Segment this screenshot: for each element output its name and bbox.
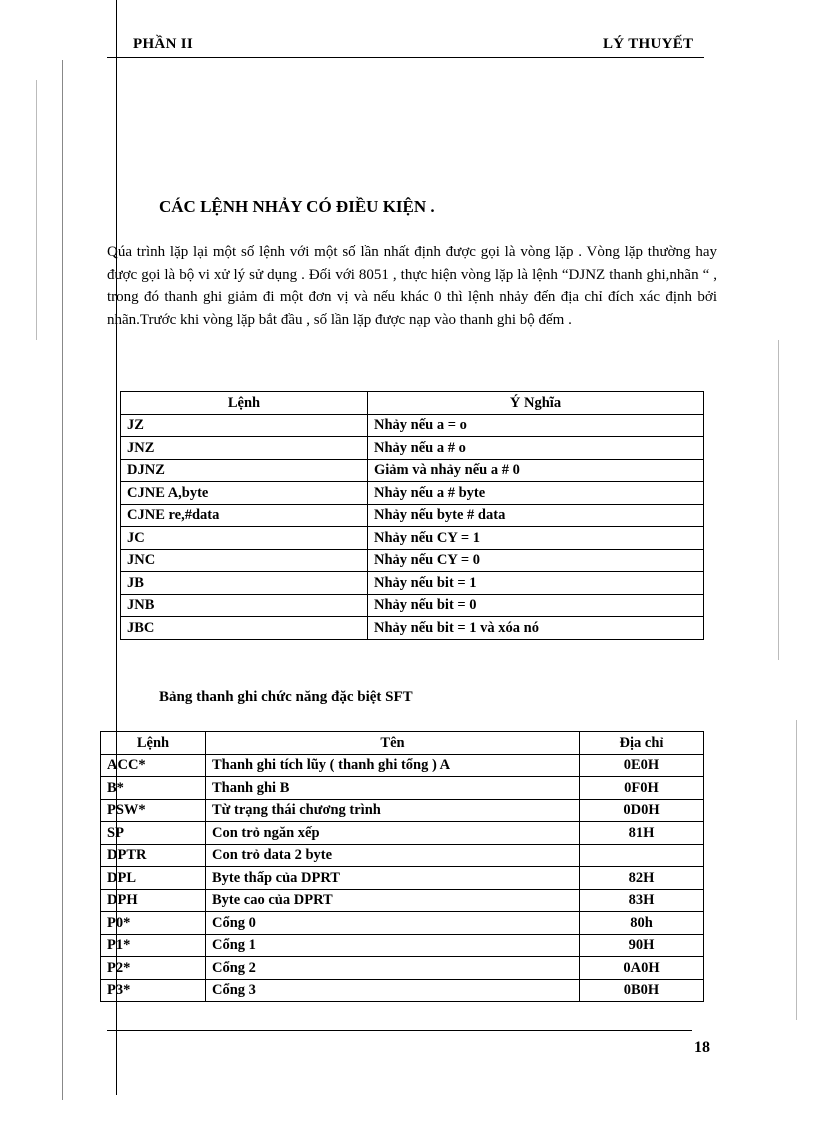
right-scan-mark-2: [796, 720, 797, 1020]
table-row: [121, 572, 704, 595]
table-row: [101, 889, 704, 912]
table-row: [101, 912, 704, 935]
table-row: [121, 594, 704, 617]
table-cell: P2*: [101, 957, 206, 980]
table-header-row: [121, 392, 704, 415]
table-cell: SP: [101, 822, 206, 845]
table-row: [101, 934, 704, 957]
table-cell: Cổng 0: [206, 912, 580, 935]
table-cell: JBC: [121, 617, 368, 640]
table-cell: JZ: [121, 414, 368, 437]
table-cell: JNZ: [121, 437, 368, 460]
table-row: [101, 957, 704, 980]
table-cell: CJNE re,#data: [121, 504, 368, 527]
table-cell: 0E0H: [580, 754, 704, 777]
table-cell: Nhảy nếu CY = 1: [368, 527, 704, 550]
table-cell: Byte cao của DPRT: [206, 889, 580, 912]
header-chapter: LÝ THUYẾT: [603, 36, 694, 52]
table-cell: 83H: [580, 889, 704, 912]
table-cell: [580, 844, 704, 867]
table-cell: Nhảy nếu byte # data: [368, 504, 704, 527]
left-scan-mark: [36, 80, 37, 340]
table-cell: ACC*: [101, 754, 206, 777]
table-cell: 81H: [580, 822, 704, 845]
table-cell: B*: [101, 777, 206, 800]
column-header: Tên: [206, 732, 580, 755]
table-cell: Từ trạng thái chương trình: [206, 799, 580, 822]
table-cell: 0B0H: [580, 979, 704, 1002]
table-row: [121, 414, 704, 437]
table-cell: Nhảy nếu bit = 1 và xóa nó: [368, 617, 704, 640]
table-cell: Con trỏ data 2 byte: [206, 844, 580, 867]
table-cell: Nhảy nếu CY = 0: [368, 549, 704, 572]
table-cell: Thanh ghi B: [206, 777, 580, 800]
column-header: Ý Nghĩa: [368, 392, 704, 415]
table-cell: 90H: [580, 934, 704, 957]
column-header: Lệnh: [121, 392, 368, 415]
table-row: [121, 504, 704, 527]
table-cell: Nhảy nếu a # byte: [368, 482, 704, 505]
column-header: Địa chỉ: [580, 732, 704, 755]
table-cell: Cổng 2: [206, 957, 580, 980]
table-cell: Nhảy nếu a # o: [368, 437, 704, 460]
table-row: [121, 617, 704, 640]
table-cell: Nhảy nếu a = o: [368, 414, 704, 437]
table-cell: DJNZ: [121, 459, 368, 482]
left-edge-line: [62, 60, 63, 1100]
table-cell: DPH: [101, 889, 206, 912]
table-cell: 80h: [580, 912, 704, 935]
table-row: [121, 459, 704, 482]
table-cell: Cổng 3: [206, 979, 580, 1002]
table-row: [101, 867, 704, 890]
table-cell: DPTR: [101, 844, 206, 867]
table-cell: 0F0H: [580, 777, 704, 800]
table-cell: JB: [121, 572, 368, 595]
table-cell: PSW*: [101, 799, 206, 822]
table-cell: 82H: [580, 867, 704, 890]
table-cell: Byte thấp của DPRT: [206, 867, 580, 890]
table-header-row: [101, 732, 704, 755]
table-cell: JNC: [121, 549, 368, 572]
table-cell: P1*: [101, 934, 206, 957]
table-cell: Giảm và nhảy nếu a # 0: [368, 459, 704, 482]
table-row: [121, 549, 704, 572]
table-cell: P0*: [101, 912, 206, 935]
sfr-table: [100, 731, 704, 1002]
table-cell: P3*: [101, 979, 206, 1002]
table-row: [101, 799, 704, 822]
table-row: [101, 979, 704, 1002]
table-row: [121, 437, 704, 460]
table-cell: JC: [121, 527, 368, 550]
jump-instruction-table: [120, 391, 704, 640]
table-cell: 0D0H: [580, 799, 704, 822]
table-row: [121, 482, 704, 505]
table-cell: Cổng 1: [206, 934, 580, 957]
header-section: PHẦN II: [133, 36, 194, 52]
header-rule: [107, 57, 704, 58]
table-cell: 0A0H: [580, 957, 704, 980]
table-cell: Nhảy nếu bit = 1: [368, 572, 704, 595]
column-header: Lệnh: [101, 732, 206, 755]
table-row: [101, 822, 704, 845]
footer-rule: [107, 1030, 692, 1031]
table-cell: JNB: [121, 594, 368, 617]
page-number: 18: [694, 1039, 710, 1056]
table-row: [121, 527, 704, 550]
table-cell: Nhảy nếu bit = 0: [368, 594, 704, 617]
table-row: [101, 777, 704, 800]
table-row: [101, 754, 704, 777]
table-cell: Thanh ghi tích lũy ( thanh ghi tổng ) A: [206, 754, 580, 777]
body-paragraph: Qúa trình lặp lại một số lệnh với một số lần nhất định được gọi là vòng lặp . Vòng lặp thường hay được gọi là bộ vi xử lý sử dụng . Đối với 8051 , thực hiện vòng lặp là lệnh “DJNZ thanh ghi,nhãn “ , trong đó thanh ghi giảm đi một đơn vị và nếu khác 0 thì lệnh nhảy đến địa chỉ đích xác định bởi nhãn.Trước khi vòng lặp bắt đầu , số lần lặp được nạp vào thanh ghi bộ đếm .: [107, 244, 717, 328]
right-scan-mark: [778, 340, 779, 660]
table-row: [101, 844, 704, 867]
table-cell: DPL: [101, 867, 206, 890]
table-cell: CJNE A,byte: [121, 482, 368, 505]
sfr-table-caption: Bảng thanh ghi chức năng đặc biệt SFT: [159, 689, 413, 705]
section-title: CÁC LỆNH NHẢY CÓ ĐIỀU KIỆN .: [159, 197, 435, 216]
table-cell: Con trỏ ngăn xếp: [206, 822, 580, 845]
